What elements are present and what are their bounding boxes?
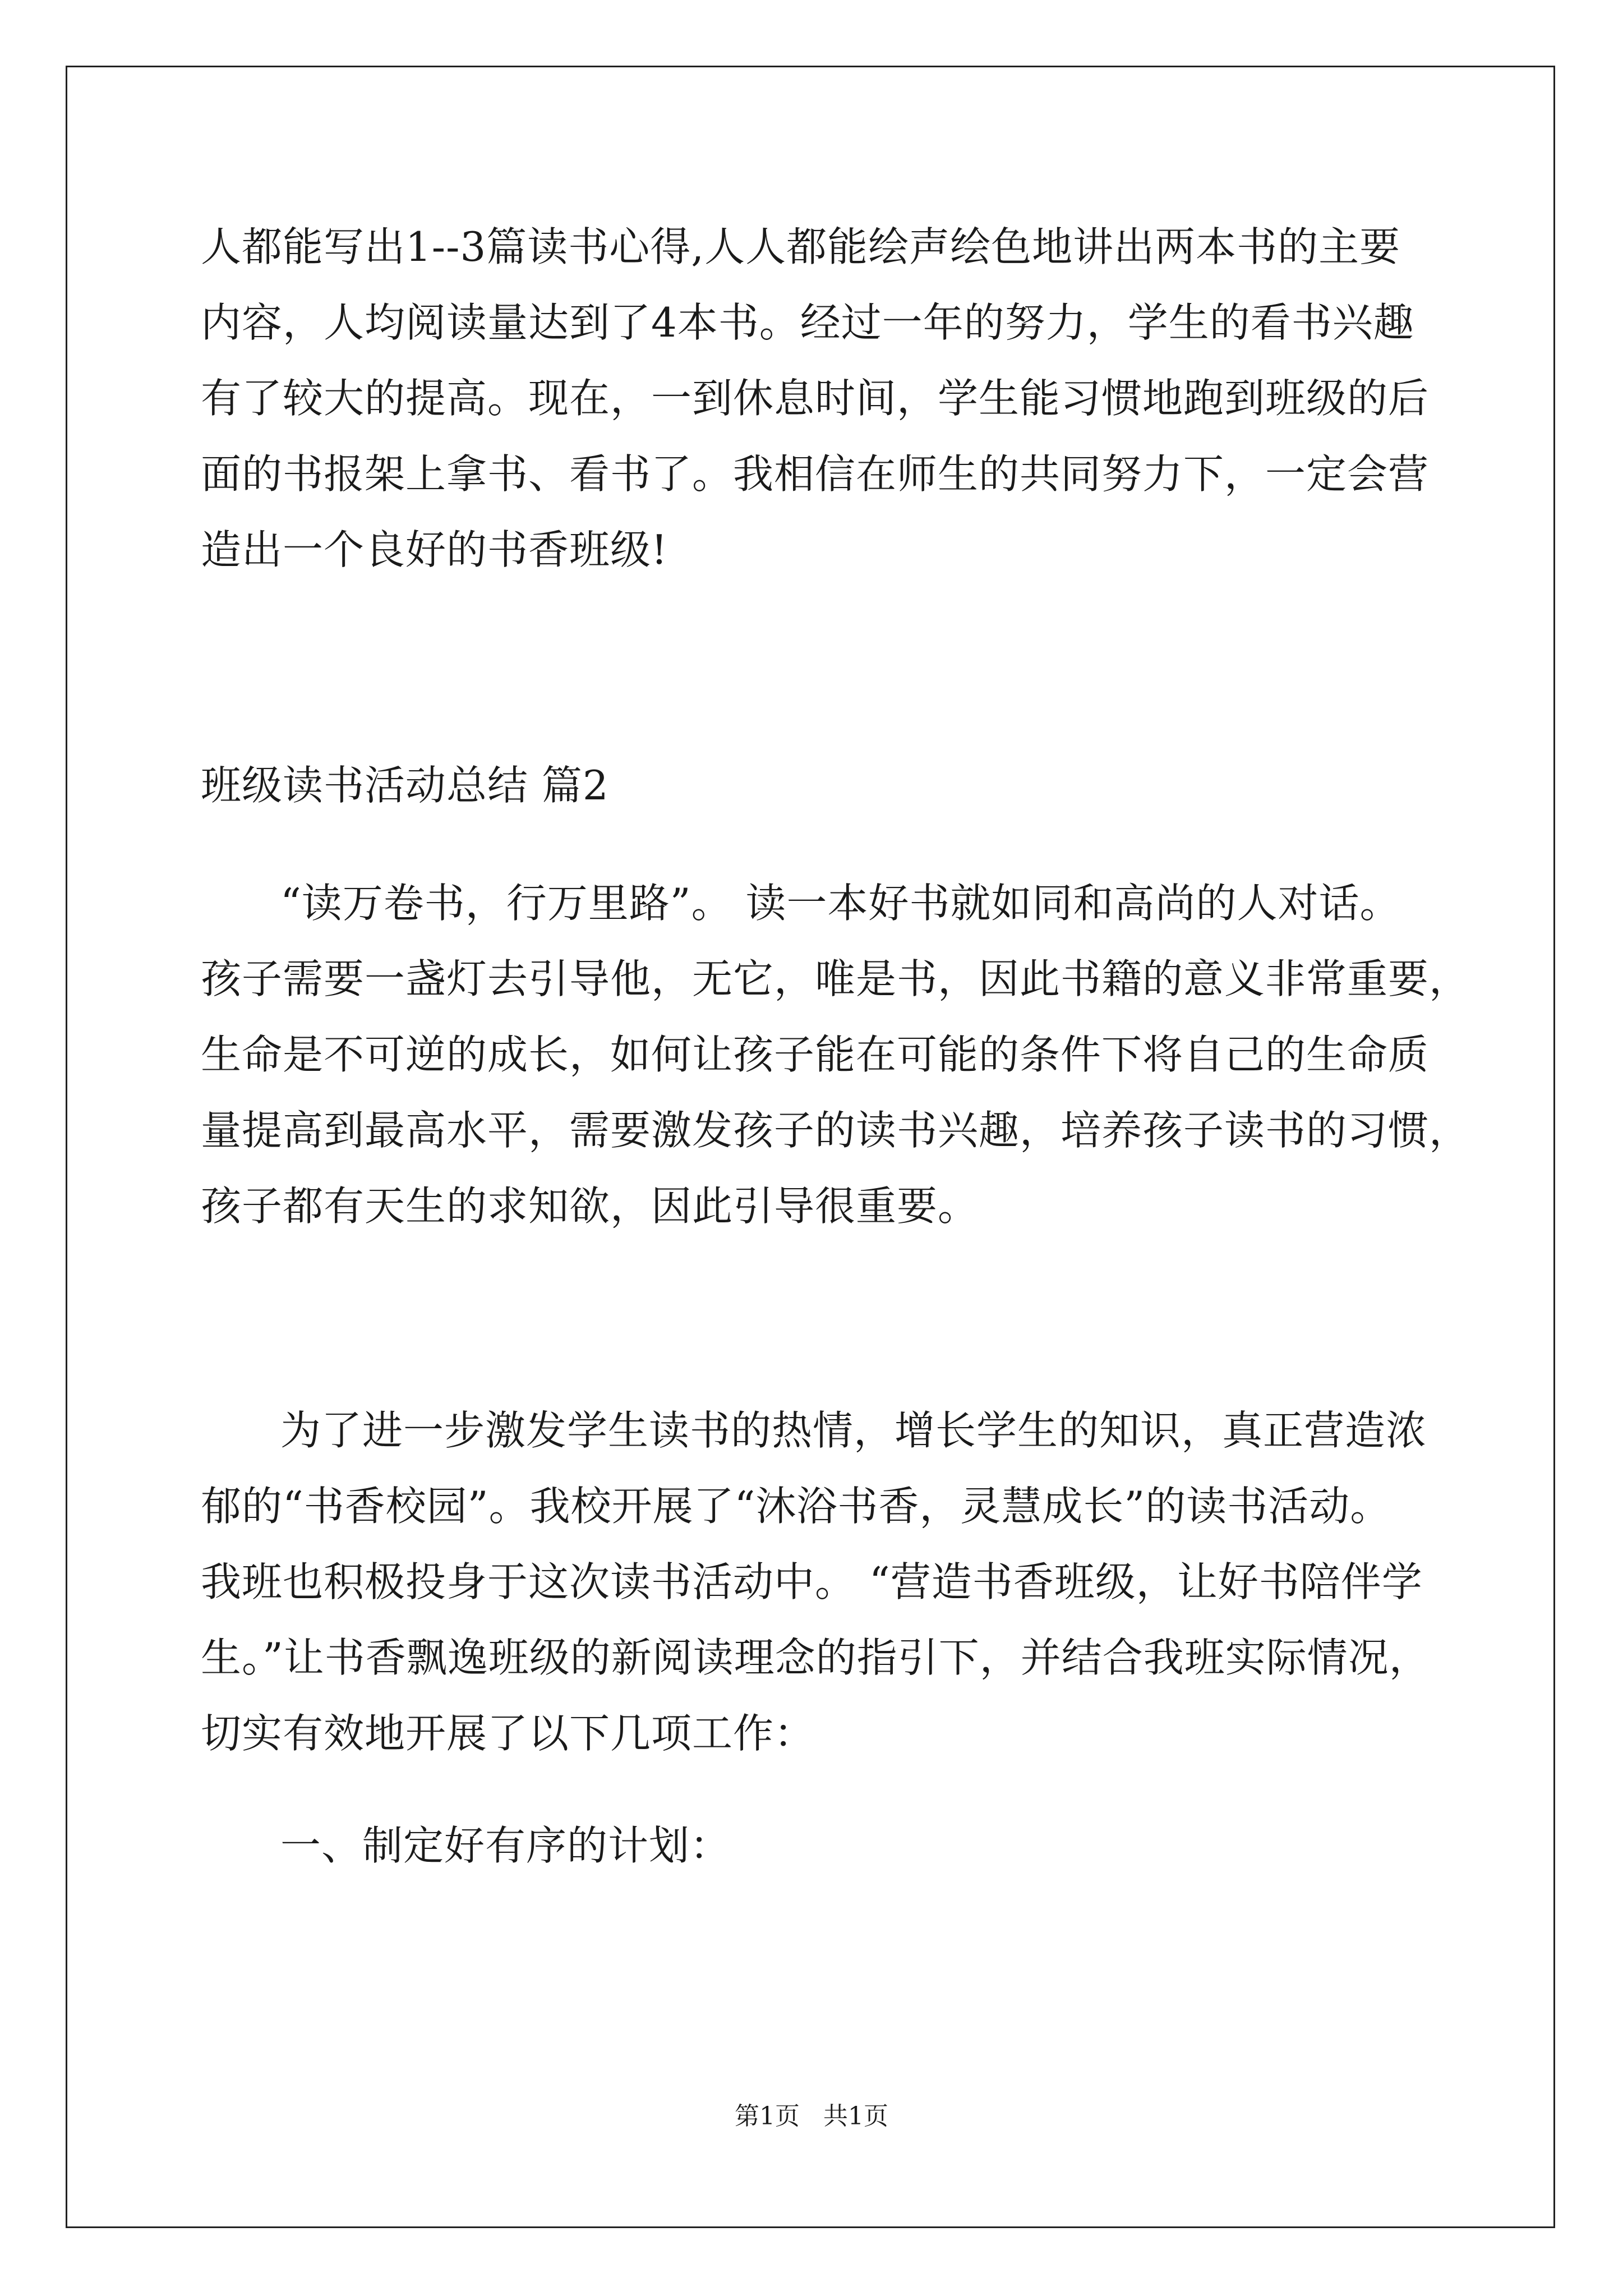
body-text-line: 造出一个良好的书香班级! bbox=[201, 526, 668, 573]
body-text-line: “读万卷书，行万里路”。 读一本好书就如同和高尚的人对话。 bbox=[280, 880, 1401, 927]
body-text-line: 面的书报架上拿书、看书了。我相信在师生的共同努力下，一定会营 bbox=[201, 450, 1430, 498]
body-text-line: 内容，人均阅读量达到了4本书。经过一年的努力，学生的看书兴趣 bbox=[201, 299, 1414, 346]
body-text-line: 郁的“书香校园”。我校开展了“沐浴书香，灵慧成长”的读书活动。 bbox=[201, 1483, 1391, 1530]
body-text-line: 生。”让书香飘逸班级的新阅读理念的指引下，并结合我班实际情况， bbox=[201, 1634, 1430, 1681]
body-text-line: 孩子需要一盏灯去引导他，无它，唯是书，因此书籍的意义非常重要， bbox=[201, 955, 1470, 1002]
page-footer: 第1页 共1页 bbox=[735, 2102, 888, 2131]
body-text-line: 切实有效地开展了以下几项工作： bbox=[201, 1710, 815, 1757]
body-text-line: 我班也积极投身于这次读书活动中。 “营造书香班级，让好书陪伴学 bbox=[201, 1558, 1423, 1605]
body-text-line: 孩子都有天生的求知欲，因此引导很重要。 bbox=[201, 1182, 979, 1230]
body-text-line: 为了进一步激发学生读书的热情，增长学生的知识，真正营造浓 bbox=[280, 1407, 1427, 1454]
body-text-line: 量提高到最高水平，需要激发孩子的读书兴趣，培养孩子读书的习惯， bbox=[201, 1107, 1470, 1154]
section-heading: 班级读书活动总结 篇2 bbox=[201, 762, 609, 809]
list-heading: 一、制定好有序的计划： bbox=[280, 1822, 731, 1869]
body-text-line: 生命是不可逆的成长，如何让孩子能在可能的条件下将自己的生命质 bbox=[201, 1031, 1430, 1078]
body-text-line: 有了较大的提高。现在，一到休息时间，学生能习惯地跑到班级的后 bbox=[201, 375, 1430, 422]
body-text-line: 人都能写出1--3篇读书心得,人人都能绘声绘色地讲出两本书的主要 bbox=[201, 223, 1401, 270]
